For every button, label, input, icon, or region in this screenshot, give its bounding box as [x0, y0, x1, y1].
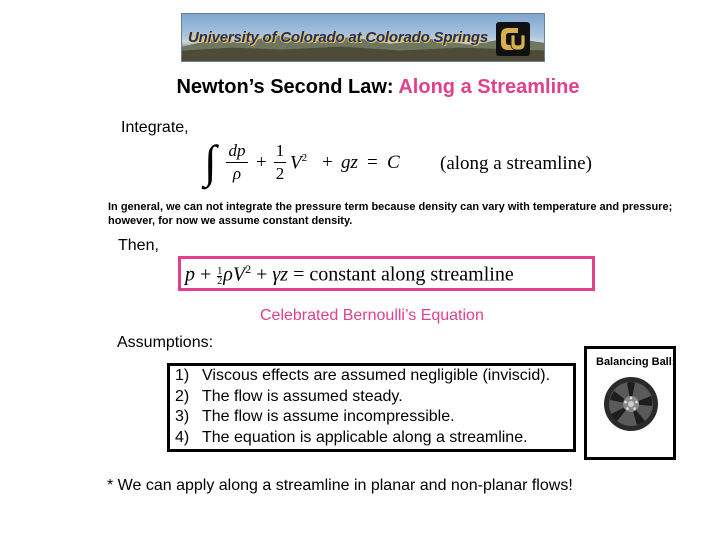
item-number: 2) [175, 387, 190, 405]
item-text: The flow is assumed steady. [202, 387, 403, 405]
frac2-denominator: 2 [275, 164, 285, 183]
page-title [0, 76, 720, 99]
assumptions-box [167, 363, 576, 452]
rho-v-exponent: 2 [245, 262, 252, 276]
constant-c: C [387, 152, 400, 173]
half-numerator: 1 [217, 265, 223, 277]
footer-note: * We can apply along a streamline in planar and non-planar flows! [107, 477, 573, 494]
one-half [274, 141, 286, 184]
item-text: Viscous effects are assumed negligible (inviscid). [202, 367, 551, 384]
bernoulli-equation-box [178, 256, 595, 291]
item-number: 1) [175, 367, 190, 384]
velocity-squared [290, 152, 307, 174]
banner-text: University of Colorado at Colorado Springs [188, 29, 488, 46]
velocity-symbol: V [290, 152, 302, 174]
plus-sign-1: + [256, 152, 267, 173]
title-accent: Along a Streamline [398, 76, 580, 98]
plus-sign-4: + [256, 263, 268, 286]
bernoulli-caption: Celebrated Bernoulli’s Equation [260, 307, 484, 324]
frac1-denominator: ρ [232, 164, 242, 183]
velocity-exponent: 2 [301, 152, 308, 164]
university-banner [181, 13, 545, 62]
cu-logo-icon [496, 22, 530, 56]
general-note: In general, we can not integrate the pressure term because density can vary with temperature and pressure; however, for now we assume constant density. [108, 201, 673, 227]
along-streamline-note: (along a streamline) [440, 153, 592, 174]
assumptions-label: Assumptions: [117, 334, 214, 351]
integral-equation [200, 138, 620, 194]
balancing-ball-box [584, 346, 676, 460]
item-text: The flow is assume incompressible. [202, 408, 455, 425]
frac1-numerator: dp [228, 141, 246, 160]
item-number: 3) [175, 408, 190, 425]
assumptions-list [175, 366, 550, 448]
then-label: Then, [118, 237, 159, 254]
gz-term: gz [341, 152, 358, 173]
plus-sign-3: + [200, 263, 212, 286]
rho-v-term: ρV [223, 263, 246, 286]
wheel-icon [603, 376, 659, 432]
constant-along-streamline: constant along streamline [309, 263, 514, 286]
pressure-symbol: p [185, 263, 195, 286]
gamma-z-term: γz [272, 263, 289, 286]
half-denominator: 2 [217, 275, 223, 287]
equals-sign-2: = [293, 263, 305, 286]
list-item [175, 366, 550, 387]
equals-sign: = [367, 152, 378, 173]
plus-sign-2: + [322, 152, 333, 173]
list-item [175, 428, 550, 449]
half-fraction [217, 267, 222, 286]
integral-sign: ∫ [204, 136, 217, 187]
title-main: Newton’s Second Law: [176, 76, 399, 98]
list-item [175, 387, 550, 408]
item-text: The equation is applicable along a streamline. [202, 428, 528, 446]
balancing-ball-label: Balancing Ball: [596, 356, 676, 368]
frac2-numerator: 1 [275, 141, 285, 160]
item-number: 4) [175, 428, 190, 446]
dp-over-rho [226, 141, 248, 184]
list-item [175, 407, 550, 428]
integrate-label: Integrate, [121, 119, 189, 136]
